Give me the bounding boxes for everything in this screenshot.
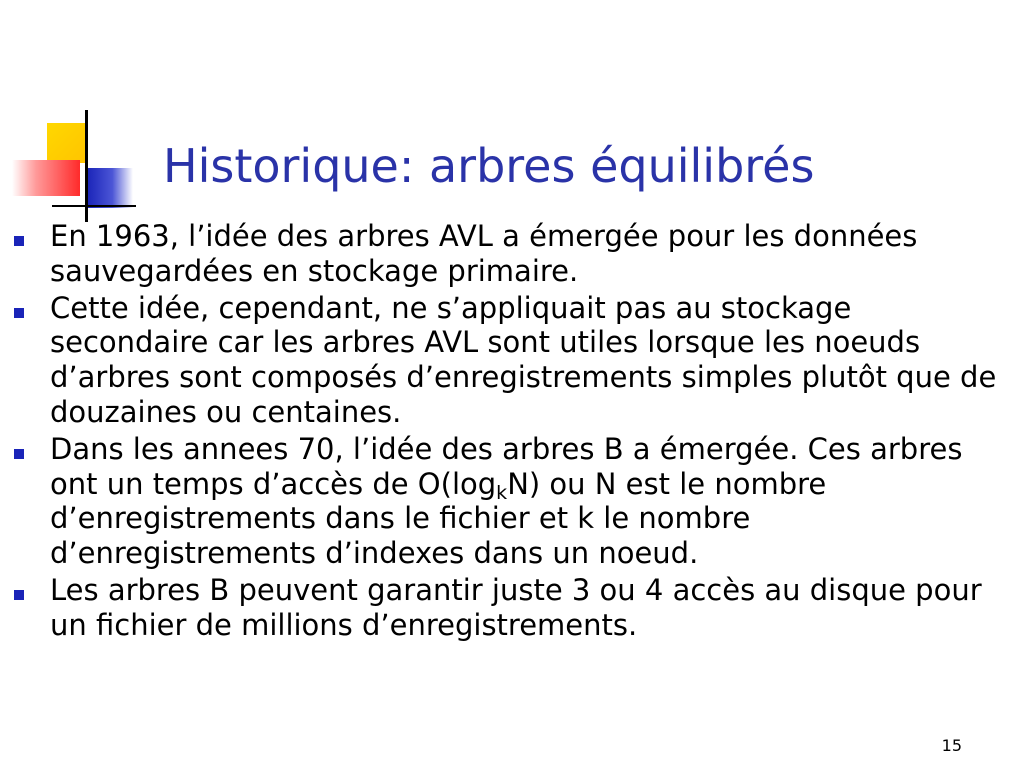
square-bullet-icon — [14, 236, 24, 246]
bullet-text: Cette idée, cependant, ne s’appliquait pas au stockage secondaire car les arbres AVL sont utiles lorsque les noeuds d’arbres sont composés d’enregistrements simples plutôt que de douzaines ou centaines. — [50, 290, 997, 429]
square-bullet-icon — [14, 449, 24, 459]
logo-blue-square — [87, 168, 133, 208]
square-bullet-icon — [14, 590, 24, 600]
slide-title: Historique: arbres équilibrés — [163, 139, 815, 193]
bullet-text: Les arbres B peuvent garantir juste 3 ou 4 accès au disque pour un fichier de millions d’enregistrements. — [50, 572, 982, 642]
colored-squares-logo-icon — [0, 0, 200, 240]
bullet-text-after: N) ou N est le nombre d’enregistrements dans le fichier et k le nombre d’enregistrements d’indexes dans un noeud. — [50, 466, 827, 571]
bullet-item — [12, 573, 1012, 643]
logo-yellow-square — [47, 123, 85, 163]
square-bullet-icon — [14, 308, 24, 318]
bullet-item — [12, 432, 1012, 571]
logo-horizontal-line — [52, 205, 136, 207]
log-subscript: k — [496, 481, 508, 504]
bullet-item — [12, 291, 1012, 430]
bullet-list — [12, 219, 1012, 645]
bullet-item — [12, 219, 1012, 289]
page-number: 15 — [941, 736, 962, 755]
bullet-text: En 1963, l’idée des arbres AVL a émergée pour les données sauvegardées en stockage primaire. — [50, 219, 918, 288]
logo-red-square — [12, 160, 80, 196]
bullet-text-before: Dans les annees 70, l’idée des arbres B a émergée. Ces arbres ont un temps d’accès de O(log — [50, 431, 963, 501]
